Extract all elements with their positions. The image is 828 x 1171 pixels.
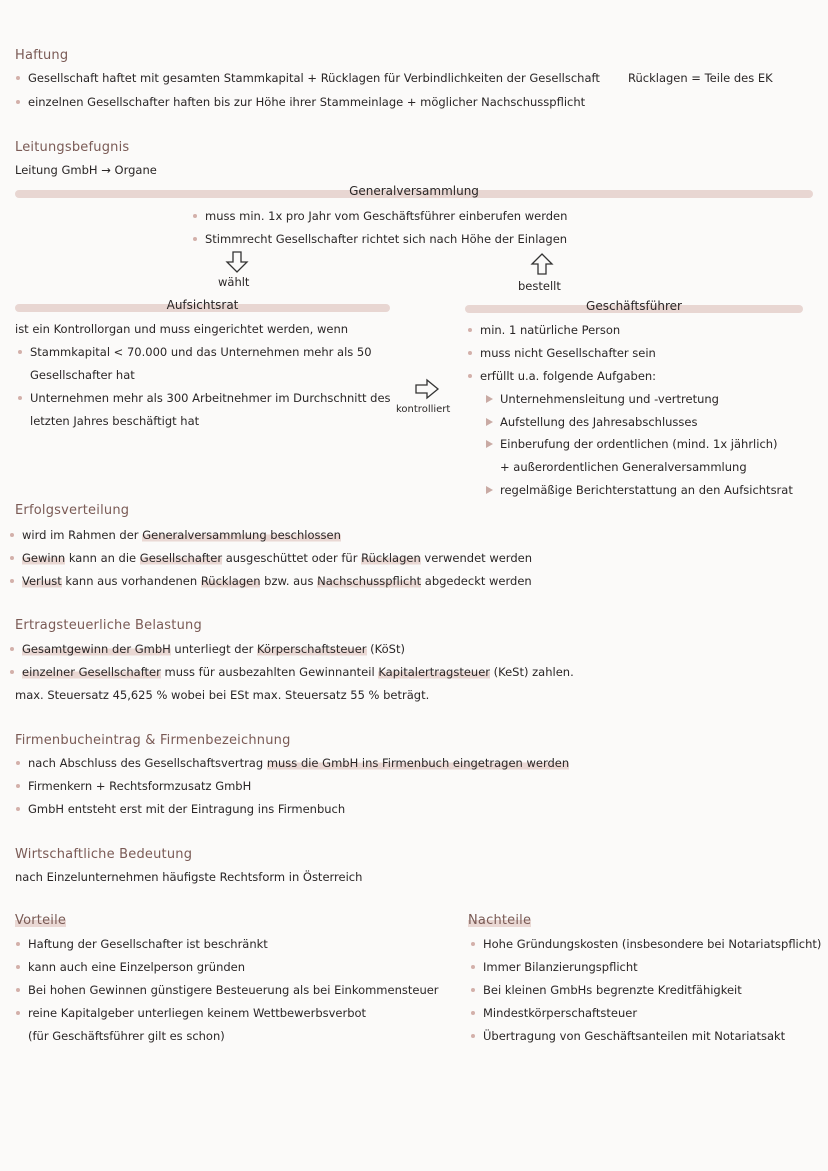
section-heading-erfolg: Erfolgsverteilung	[15, 503, 130, 518]
section-heading-nachteile	[468, 913, 531, 928]
generalversammlung-title: Generalversammlung	[349, 184, 479, 198]
text: (KeSt) zahlen.	[490, 665, 574, 679]
list-item: Stammkapital < 70.000 und das Unternehmen mehr als 50	[30, 345, 372, 359]
highlight: Nachschusspflicht	[317, 574, 422, 588]
list-item	[22, 527, 341, 543]
list-item: Unternehmen mehr als 300 Arbeitnehmer im Durchschnitt des	[30, 391, 391, 405]
highlight: Vorteile	[15, 913, 67, 928]
text: unterliegt der	[170, 642, 257, 656]
label-waehlt: wählt	[218, 275, 250, 289]
note-ruecklagen: Rücklagen = Teile des EK	[628, 71, 773, 85]
text: kann an die	[65, 551, 140, 565]
list-item	[22, 573, 532, 589]
list-item: GmbH entsteht erst mit der Eintragung ins Firmenbuch	[28, 802, 346, 816]
highlight: Generalversammlung beschlossen	[142, 528, 341, 542]
highlight: Rücklagen	[200, 574, 261, 588]
task-item: Aufstellung des Jahresabschlusses	[500, 415, 698, 429]
task-item-cont: + außerordentlichen Generalversammlung	[500, 460, 747, 474]
list-item	[22, 664, 574, 680]
arrow-down-icon	[225, 250, 249, 274]
arrow-up-icon	[530, 252, 554, 276]
list-item	[22, 641, 405, 657]
section-heading-firmenbuch: Firmenbucheintrag & Firmenbezeichnung	[15, 733, 291, 748]
aufsichtsrat-title: Aufsichtsrat	[166, 298, 239, 312]
highlight: Rücklagen	[361, 551, 421, 565]
list-item: Firmenkern + Rechtsformzusatz GmbH	[28, 779, 252, 793]
arrow-right-icon	[414, 378, 440, 400]
list-item-cont: letzten Jahres beschäftigt hat	[30, 414, 200, 428]
highlight: muss die GmbH ins Firmenbuch eingetragen werden	[266, 756, 570, 770]
text: wird im Rahmen der	[22, 528, 143, 542]
text: kann aus vorhandenen	[61, 574, 201, 588]
text: nach Abschluss des Gesellschaftsvertrag	[28, 756, 267, 770]
highlight: einzelner Gesellschafter	[22, 665, 161, 679]
list-item: Immer Bilanzierungspflicht	[483, 960, 638, 974]
list-item: erfüllt u.a. folgende Aufgaben:	[480, 369, 657, 383]
text: (KöSt)	[366, 642, 405, 656]
list-item: Hohe Gründungskosten (insbesondere bei Notariatspflicht)	[483, 937, 822, 951]
text: muss für ausbezahlten Gewinnanteil	[160, 665, 379, 679]
task-item: Unternehmensleitung und -vertretung	[500, 392, 719, 406]
leitung-line: Leitung GmbH → Organe	[15, 163, 157, 177]
steuersatz-line: max. Steuersatz 45,625 % wobei bei ESt max. Steuersatz 55 % beträgt.	[15, 688, 430, 702]
list-item: Bei kleinen GmbHs begrenzte Kreditfähigkeit	[483, 983, 742, 997]
list-item: kann auch eine Einzelperson gründen	[28, 960, 246, 974]
highlight: Kapitalertragsteuer	[378, 665, 490, 679]
aufsichtsrat-intro: ist ein Kontrollorgan und muss eingerichtet werden, wenn	[15, 322, 349, 336]
section-heading-vorteile	[15, 913, 66, 928]
list-item: Haftung der Gesellschafter ist beschränkt	[28, 937, 268, 951]
section-heading-haftung: Haftung	[15, 48, 69, 63]
task-item: regelmäßige Berichterstattung an den Aufsichtsrat	[500, 483, 793, 497]
list-item: Gesellschaft haftet mit gesamten Stammkapital + Rücklagen für Verbindlichkeiten der Gesellschaft	[28, 71, 600, 85]
geschaeftsfuehrer-title: Geschäftsführer	[586, 299, 682, 313]
list-item: Übertragung von Geschäftsanteilen mit Notariatsakt	[483, 1029, 786, 1043]
label-bestellt: bestellt	[518, 279, 561, 293]
task-item: Einberufung der ordentlichen (mind. 1x jährlich)	[500, 437, 778, 451]
highlight: Nachteile	[468, 913, 532, 928]
list-item: Bei hohen Gewinnen günstigere Besteuerung als bei Einkommensteuer	[28, 983, 439, 997]
section-heading-leitung: Leitungsbefugnis	[15, 140, 130, 155]
list-item-cont: Gesellschafter hat	[30, 368, 135, 382]
list-item	[28, 755, 569, 771]
list-item: Mindestkörperschaftsteuer	[483, 1006, 638, 1020]
list-item: muss nicht Gesellschafter sein	[480, 346, 656, 360]
list-item: muss min. 1x pro Jahr vom Geschäftsführer einberufen werden	[205, 209, 568, 223]
list-item	[22, 550, 532, 566]
list-item: min. 1 natürliche Person	[480, 323, 621, 337]
vorteile-note: (für Geschäftsführer gilt es schon)	[28, 1029, 225, 1043]
label-kontrolliert: kontrolliert	[396, 404, 451, 415]
section-heading-ertrag: Ertragsteuerliche Belastung	[15, 618, 202, 633]
list-item: reine Kapitalgeber unterliegen keinem Wettbewerbsverbot	[28, 1006, 367, 1020]
highlight: Körperschaftsteuer	[257, 642, 367, 656]
text: abgedeckt werden	[421, 574, 532, 588]
section-heading-wirtschaft: Wirtschaftliche Bedeutung	[15, 847, 193, 862]
wirtschaft-line: nach Einzelunternehmen häufigste Rechtsform in Österreich	[15, 870, 363, 884]
highlight: Gewinn	[22, 551, 66, 565]
highlight: Gesamtgewinn der GmbH	[22, 642, 171, 656]
list-item: Stimmrecht Gesellschafter richtet sich nach Höhe der Einlagen	[205, 232, 568, 246]
highlight: Gesellschafter	[139, 551, 223, 565]
highlight: Verlust	[22, 574, 62, 588]
text: ausgeschüttet oder für	[222, 551, 362, 565]
text: verwendet werden	[420, 551, 532, 565]
text: bzw. aus	[260, 574, 318, 588]
list-item: einzelnen Gesellschafter haften bis zur Höhe ihrer Stammeinlage + möglicher Nachschusspflicht	[28, 95, 586, 109]
